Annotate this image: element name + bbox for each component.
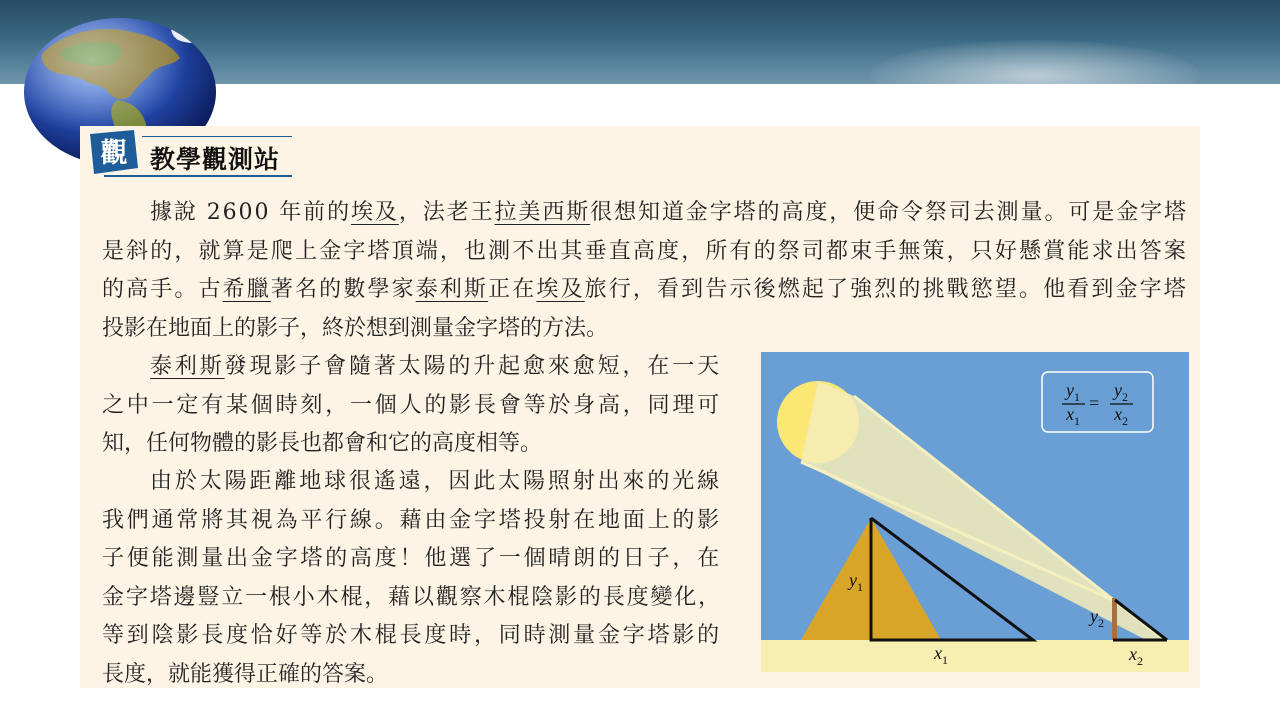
stick <box>1112 598 1117 640</box>
text-segment: 金字塔邊豎立一根小木棍，藉以觀察木棍陰影的長度變化， <box>102 584 722 610</box>
text-segment: 長度，就能獲得正確的答案。 <box>102 661 389 687</box>
formula-y1: $y_1$ <box>1066 380 1080 404</box>
text-segment: 正在 <box>488 277 537 302</box>
text-segment: 知，任何物體的影長也都會和它的高度相等。 <box>102 431 543 456</box>
proper-noun: 希臘 <box>222 277 271 302</box>
text-segment: 很想知道金字塔的高度，便命令祭司去測量。可是金字塔 <box>590 200 1188 225</box>
para1-line <box>102 237 1188 267</box>
text-segment: 發現影子會隨著太陽的升起愈來愈短，在一天 <box>224 354 722 379</box>
text-segment: 之中一定有某個時刻，一個人的影長會等於身高，同理可 <box>102 392 722 418</box>
formula-equals: = <box>1089 393 1100 413</box>
formula-y2: $y_2$ <box>1114 380 1128 404</box>
label-y1: $y_1$ <box>849 570 863 594</box>
proper-noun: 泰利斯 <box>150 354 225 379</box>
ground <box>761 640 1189 672</box>
text-segment: 是斜的，就算是爬上金字塔頂端，也測不出其垂直高度，所有的祭司都束手無策，只好懸賞能求出答案 <box>102 238 1188 264</box>
para3-line <box>102 660 388 690</box>
para1-line <box>150 198 1188 228</box>
text-segment: ，法老王 <box>398 200 495 225</box>
label-y2: $y_2$ <box>1090 606 1104 630</box>
formula-x1: $x_1$ <box>1066 404 1080 428</box>
para3-line <box>102 506 722 536</box>
text-segment: 據說 2600 年前的 <box>150 200 352 225</box>
text-segment: 的高手。古 <box>102 277 223 302</box>
proper-noun: 拉美西斯 <box>494 200 591 225</box>
tag-char: 觀 <box>100 138 128 169</box>
para2-line <box>102 429 542 459</box>
text-segment: 子便能測量出金字塔的高度！他選了一個晴朗的日子，在 <box>102 546 722 571</box>
proper-noun: 埃及 <box>536 277 585 302</box>
text-segment: 投影在地面上的影子，終於想到測量金字塔的方法。 <box>102 315 609 341</box>
text-segment: 旅行，看到告示後燃起了強烈的挑戰慾望。他看到金字塔 <box>584 277 1188 302</box>
para2-line <box>150 352 722 382</box>
pyramid-shadow-diagram <box>761 352 1189 672</box>
proper-noun: 泰利斯 <box>415 277 489 302</box>
label-x2: $x_2$ <box>1129 644 1143 668</box>
formula-x2: $x_2$ <box>1114 404 1128 428</box>
text-segment: 我們通常將其視為平行線。藉由金字塔投射在地面上的影 <box>102 507 722 533</box>
para2-line <box>102 391 722 421</box>
para1-line <box>102 275 1188 305</box>
text-segment: 著名的數學家 <box>270 277 416 302</box>
para1-line <box>102 314 608 344</box>
header-rule-top <box>142 136 292 137</box>
cloud-decoration <box>870 40 1200 84</box>
proper-noun: 埃及 <box>351 200 399 225</box>
para3-line <box>150 467 722 497</box>
section-title: 教學觀測站 <box>150 145 281 174</box>
header-rule <box>104 175 292 177</box>
label-x1: $x_1$ <box>934 643 948 667</box>
ratio-formula-box <box>1042 372 1153 432</box>
text-segment: 等到陰影長度恰好等於木棍長度時，同時測量金字塔影的 <box>102 623 722 648</box>
observation-tag-icon <box>84 128 144 176</box>
para3-line <box>102 621 722 651</box>
para3-line <box>102 544 722 574</box>
text-segment: 由於太陽距離地球很遙遠，因此太陽照射出來的光線 <box>150 469 722 494</box>
para3-line <box>102 583 722 613</box>
